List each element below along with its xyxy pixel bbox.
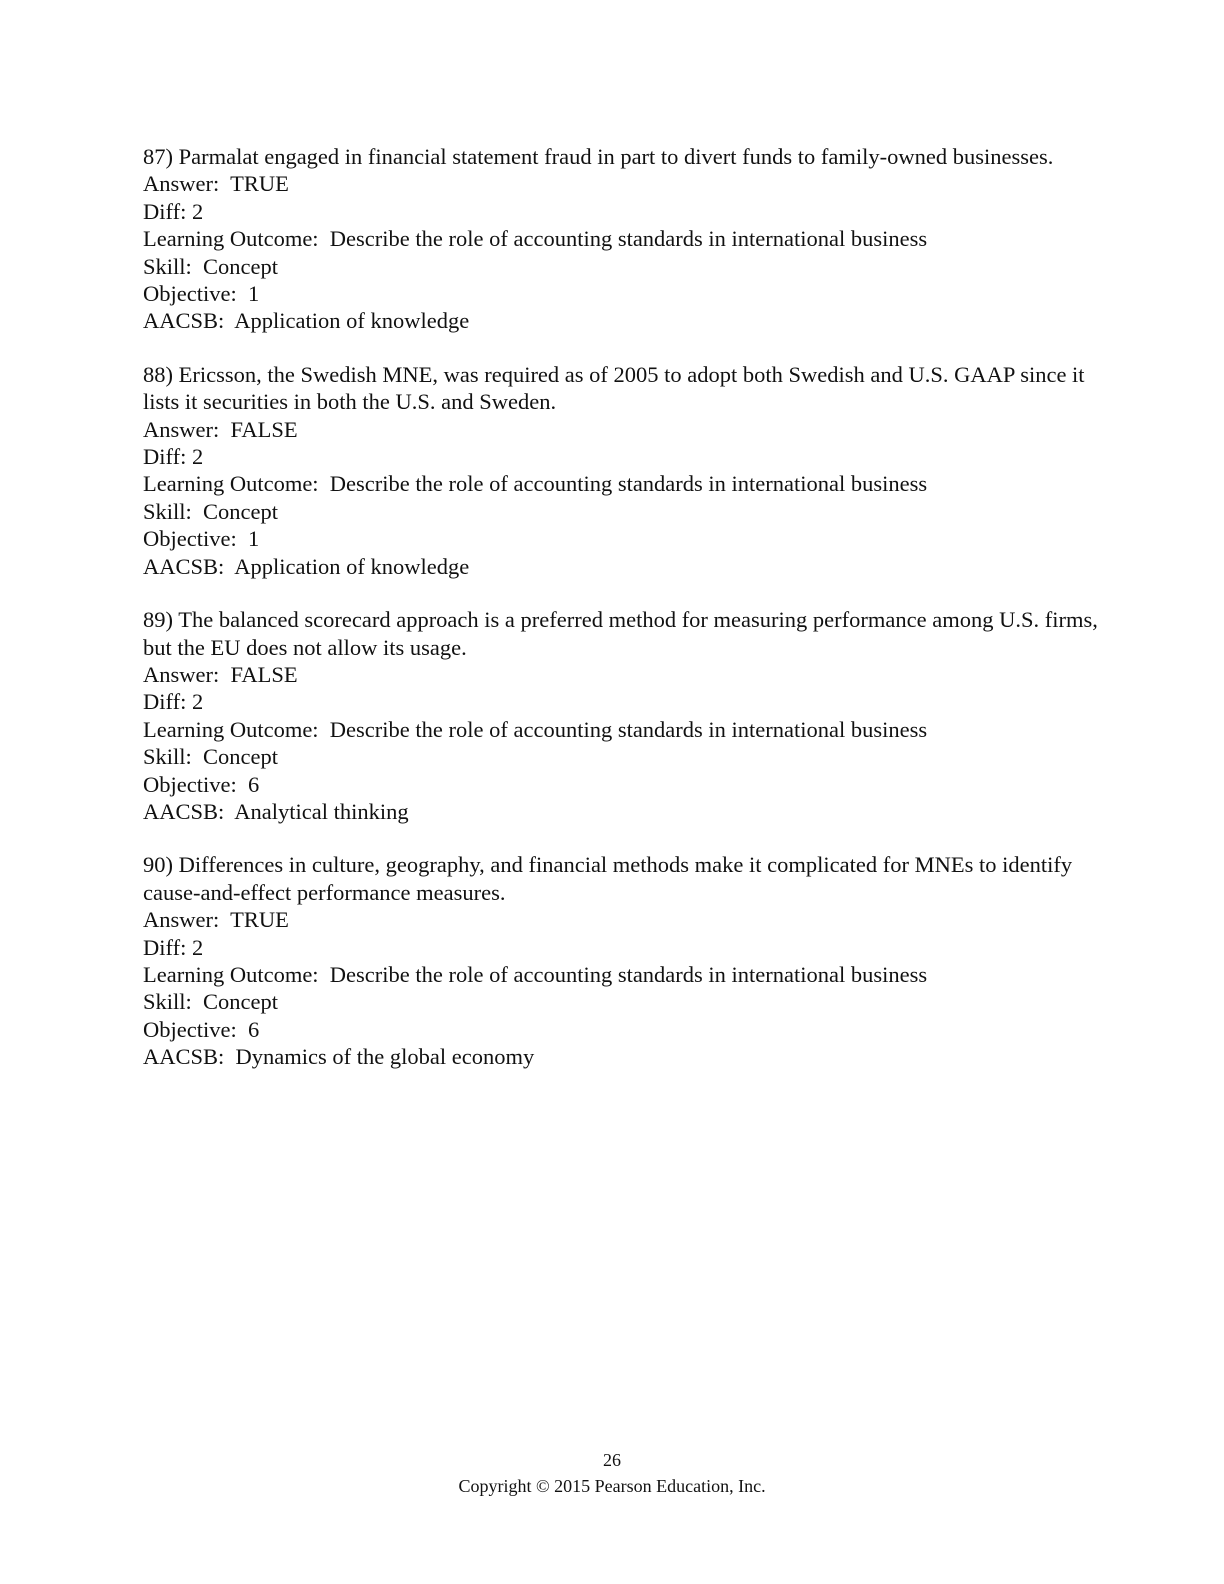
page-number: 26 (603, 1450, 621, 1470)
learning-outcome: Learning Outcome: Describe the role of accounting standards in international business (143, 961, 928, 987)
difficulty: Diff: 2 (143, 444, 204, 470)
question-stem: 88) Ericsson, the Swedish MNE, was required as of 2005 to adopt both Swedish and U.S. GAAP since it lists it securities in both the U.S. and Sweden. (143, 361, 1085, 415)
skill: Skill: Concept (143, 744, 278, 770)
question-88 (143, 361, 1103, 580)
learning-outcome: Learning Outcome: Describe the role of accounting standards in international business (143, 716, 928, 742)
aacsb: AACSB: Application of knowledge (143, 553, 470, 579)
question-stem: 87) Parmalat engaged in financial statement fraud in part to divert funds to family-owned businesses. (143, 144, 1054, 169)
question-87 (143, 143, 1103, 335)
copyright-notice: Copyright © 2015 Pearson Education, Inc. (458, 1476, 766, 1496)
objective: Objective: 1 (143, 281, 260, 307)
difficulty: Diff: 2 (143, 934, 204, 960)
objective: Objective: 1 (143, 526, 260, 552)
question-90 (143, 851, 1103, 1070)
learning-outcome: Learning Outcome: Describe the role of accounting standards in international business (143, 471, 928, 497)
question-list (143, 143, 1103, 1097)
objective: Objective: 6 (143, 771, 260, 797)
skill: Skill: Concept (143, 989, 278, 1015)
question-stem: 89) The balanced scorecard approach is a preferred method for measuring performance among U.S. firms, but the EU does not allow its usage. (143, 607, 1098, 660)
skill: Skill: Concept (143, 498, 278, 524)
learning-outcome: Learning Outcome: Describe the role of accounting standards in international business (143, 226, 928, 252)
question-89 (143, 606, 1103, 825)
aacsb: AACSB: Application of knowledge (143, 308, 470, 334)
aacsb: AACSB: Analytical thinking (143, 798, 409, 824)
answer: Answer: TRUE (143, 907, 289, 933)
question-stem: 90) Differences in culture, geography, and financial methods make it complicated for MNEs to identify cause-and-effect performance measures. (143, 852, 1073, 905)
skill: Skill: Concept (143, 253, 278, 279)
answer: Answer: FALSE (143, 416, 298, 442)
objective: Objective: 6 (143, 1016, 260, 1042)
answer: Answer: TRUE (143, 171, 289, 197)
answer: Answer: FALSE (143, 661, 298, 687)
difficulty: Diff: 2 (143, 689, 204, 715)
aacsb: AACSB: Dynamics of the global economy (143, 1044, 535, 1070)
difficulty: Diff: 2 (143, 198, 204, 224)
